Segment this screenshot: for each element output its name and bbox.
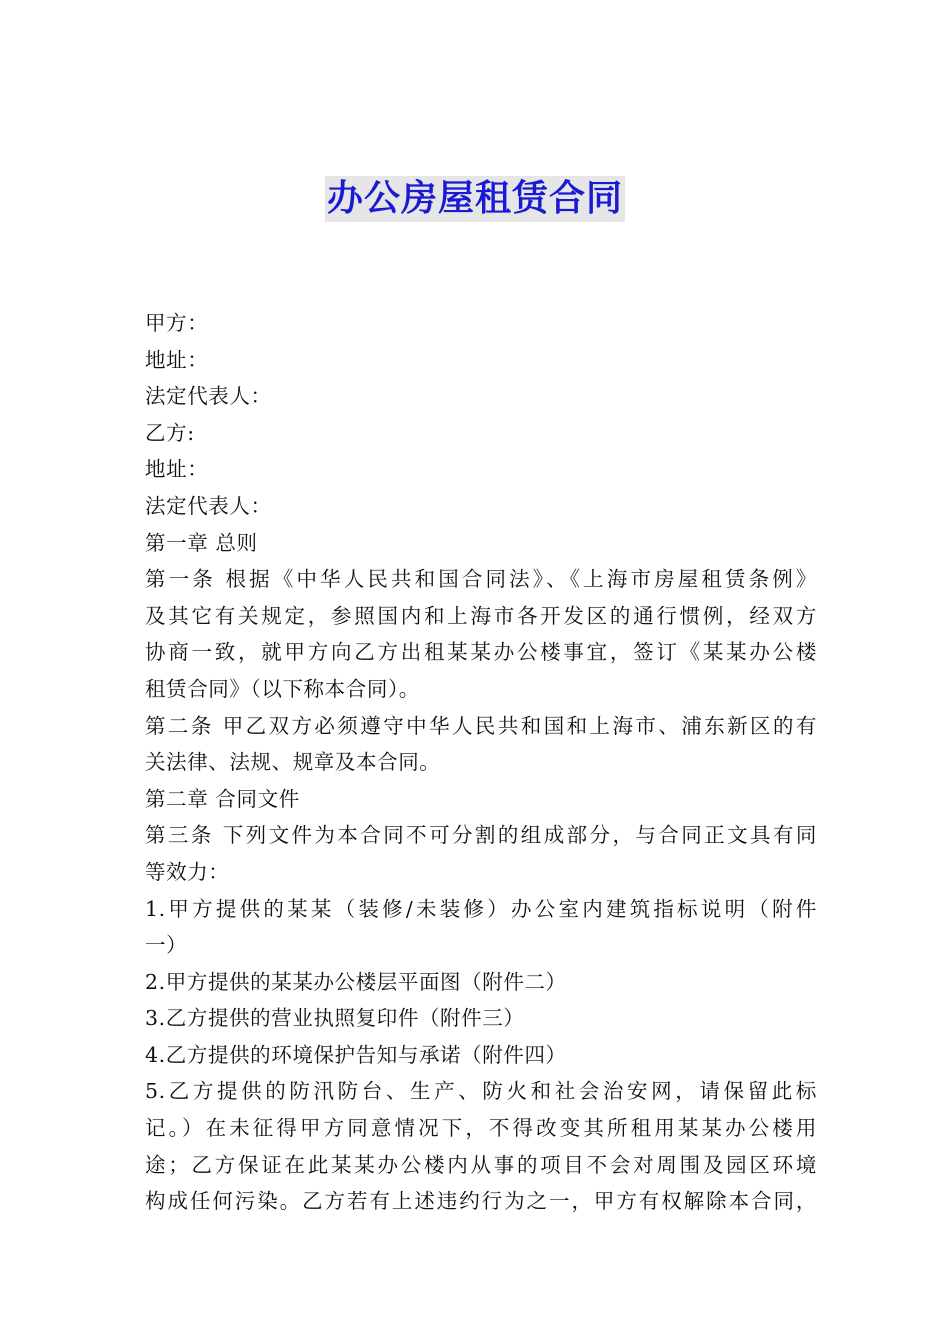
party-b-label: 乙方: [145, 420, 195, 445]
paragraph-line: 等效力： [145, 859, 230, 884]
list-item-line: 2.甲方提供的某某办公楼层平面图（附件二） [145, 969, 567, 994]
document-title: 办公房屋租赁合同 [325, 176, 625, 222]
list-item-line: 4.乙方提供的环境保护告知与承诺（附件四） [145, 1042, 567, 1067]
paragraph-line: 第一条 根据《中华人民共和国合同法》、《上海市房屋租赁条例》 [145, 567, 817, 592]
paragraph-line: 途；乙方保证在此某某办公楼内从事的项目不会对周围及园区环境 [145, 1152, 817, 1177]
party-b-address-label: 地址： [145, 457, 209, 482]
paragraph-line: 及其它有关规定，参照国内和上海市各开发区的通行惯例，经双方 [145, 603, 817, 628]
paragraph-line: 第三条 下列文件为本合同不可分割的组成部分，与合同正文具有同 [145, 823, 817, 848]
paragraph-line: 第二条 甲乙双方必须遵守中华人民共和国和上海市、浦东新区的有 [145, 713, 817, 738]
paragraph-line: 租赁合同》（以下称本合同）。 [145, 676, 420, 701]
party-b-representative-label: 法定代表人： [145, 493, 272, 518]
chapter-heading: 第二章 合同文件 [145, 786, 300, 811]
paragraph-line: 协商一致，就甲方向乙方出租某某办公楼事宜，签订《某某办公楼 [145, 640, 817, 665]
party-a-representative-label: 法定代表人： [145, 384, 272, 409]
title-container [0, 176, 950, 222]
party-a-address-label: 地址： [145, 347, 209, 372]
paragraph-line: 构成任何污染。乙方若有上述违约行为之一，甲方有权解除本合同， [145, 1189, 817, 1214]
list-item-line: 5.乙方提供的防汛防台、生产、防火和社会治安网，请保留此标 [145, 1079, 817, 1104]
paragraph-line: 关法律、法规、规章及本合同。 [145, 750, 441, 775]
list-item-line: 1.甲方提供的某某（装修/未装修）办公室内建筑指标说明（附件 [145, 896, 817, 921]
list-item-line: 一） [145, 933, 188, 958]
party-a-label: 甲方： [145, 311, 209, 335]
document-body [145, 305, 817, 1220]
paragraph-line: 记。）在未征得甲方同意情况下，不得改变其所租用某某办公楼用 [145, 1116, 817, 1141]
list-item-line: 3.乙方提供的营业执照复印件（附件三） [145, 1006, 525, 1031]
chapter-heading: 第一章 总则 [145, 530, 258, 555]
